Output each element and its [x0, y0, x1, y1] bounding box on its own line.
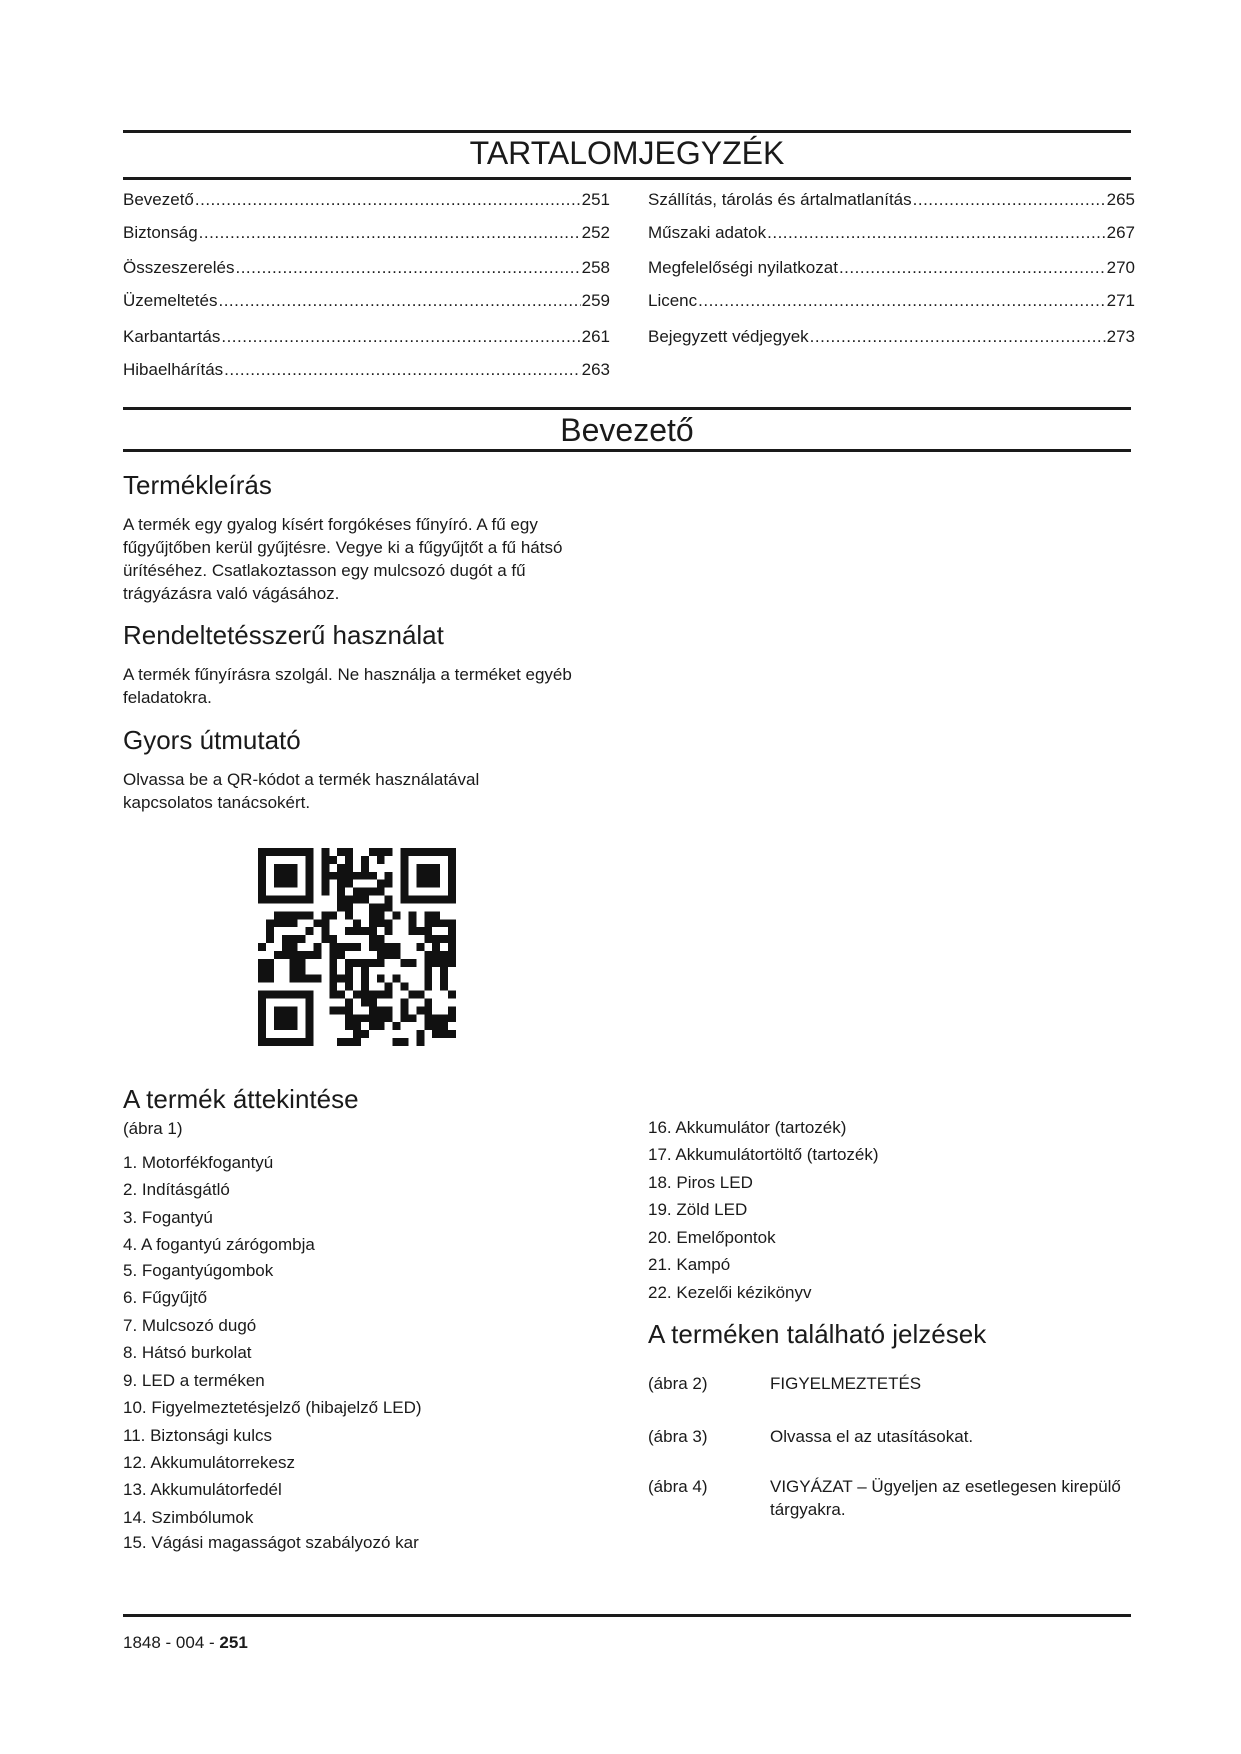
list-item: 14. Szimbólumok	[123, 1508, 254, 1527]
intro-title: Bevezető	[560, 412, 694, 448]
toc-entry[interactable]	[648, 258, 1135, 280]
symbols-heading: A terméken található jelzések	[648, 1319, 987, 1349]
list-item: 19. Zöld LED	[648, 1200, 748, 1219]
toc-entry[interactable]	[648, 223, 1135, 245]
toc-entry-name: Bejegyzett védjegyek	[648, 327, 809, 346]
toc-entry-name: Összeszerelés	[123, 258, 235, 277]
list-item: 7. Mulcsozó dugó	[123, 1316, 257, 1335]
list-item: 6. Fűgyűjtő	[123, 1288, 208, 1307]
toc-entry[interactable]	[123, 327, 610, 349]
list-item: 5. Fogantyúgombok	[123, 1261, 274, 1280]
toc-entry-page: 270	[1106, 258, 1135, 277]
toc-entry-page: 267	[1106, 223, 1135, 242]
symbol-description: Olvassa el az utasításokat.	[770, 1427, 974, 1446]
list-item: 20. Emelőpontok	[648, 1228, 776, 1247]
list-item: 8. Hátsó burkolat	[123, 1343, 252, 1362]
toc-entry-page: 261	[581, 327, 610, 346]
list-item: 4. A fogantyú zárógombja	[123, 1235, 315, 1254]
list-item: 21. Kampó	[648, 1255, 731, 1274]
toc-entry[interactable]	[648, 190, 1135, 212]
toc-entry-name: Üzemeltetés	[123, 291, 218, 310]
toc-entry[interactable]	[123, 258, 610, 280]
quick-guide-text: Olvassa be a QR-kódot a termék használatával kapcsolatos tanácsokért.	[123, 770, 480, 812]
list-item: 11. Biztonsági kulcs	[123, 1426, 272, 1445]
toc-entry-name: Megfelelőségi nyilatkozat	[648, 258, 838, 277]
toc-entry-name: Szállítás, tárolás és ártalmatlanítás	[648, 190, 912, 209]
symbol-figure-ref: (ábra 2)	[648, 1374, 708, 1393]
toc-entry[interactable]	[648, 291, 1135, 313]
toc-title: TARTALOMJEGYZÉK	[469, 135, 785, 171]
toc-entry-name: Biztonság	[123, 223, 198, 242]
product-description-text: A termék egy gyalog kísért forgókéses fűnyíró. A fű egy fűgyűjtőben kerül gyűjtésre. Vegye ki a fűgyűjtőt a fű hátsó ürítéséhez. Csatlakoztasson egy mulcsozó dugót a fű trágyázásra való vágásához.	[123, 515, 563, 603]
product-description-heading: Termékleírás	[123, 470, 272, 500]
list-item: 2. Indításgátló	[123, 1180, 230, 1199]
toc-entry-name: Műszaki adatok	[648, 223, 767, 242]
qr-code[interactable]	[258, 848, 456, 1046]
symbol-figure-ref: (ábra 4)	[648, 1477, 708, 1496]
footer-page-number: 251	[219, 1633, 248, 1652]
toc-bottom-rule	[123, 177, 1131, 180]
toc-entry[interactable]	[123, 291, 610, 313]
symbol-description: VIGYÁZAT – Ügyeljen az esetlegesen kirepülő tárgyakra.	[770, 1477, 1121, 1519]
toc-entry[interactable]	[123, 360, 610, 382]
footer	[123, 1633, 248, 1653]
list-item: 18. Piros LED	[648, 1173, 753, 1192]
list-item: 12. Akkumulátorrekesz	[123, 1453, 295, 1472]
intro-bottom-rule	[123, 449, 1131, 452]
overview-figure-ref: (ábra 1)	[123, 1119, 183, 1138]
symbol-figure-ref: (ábra 3)	[648, 1427, 708, 1446]
list-item: 1. Motorfékfogantyú	[123, 1153, 274, 1172]
toc-top-rule	[123, 130, 1131, 133]
footer-doc-code: 1848 - 004 -	[123, 1633, 220, 1652]
toc-entry-name: Karbantartás	[123, 327, 221, 346]
quick-guide-heading: Gyors útmutató	[123, 725, 301, 755]
toc-entry-page: 251	[581, 190, 610, 209]
toc-entry-name: Licenc	[648, 291, 698, 310]
toc-entry-name: Bevezető	[123, 190, 194, 209]
list-item: 13. Akkumulátorfedél	[123, 1480, 282, 1499]
list-item: 3. Fogantyú	[123, 1208, 213, 1227]
list-item: 22. Kezelői kézikönyv	[648, 1283, 812, 1302]
toc-entry-page: 258	[581, 258, 610, 277]
toc-entry-page: 259	[581, 291, 610, 310]
overview-heading: A termék áttekintése	[123, 1084, 359, 1114]
toc-entry-page: 263	[581, 360, 610, 379]
intended-use-text: A termék fűnyírásra szolgál. Ne használja a terméket egyéb feladatokra.	[123, 665, 572, 707]
toc-entry-page: 252	[581, 223, 610, 242]
list-item: 16. Akkumulátor (tartozék)	[648, 1118, 847, 1137]
intended-use-heading: Rendeltetésszerű használat	[123, 620, 444, 650]
toc-entry-page: 271	[1106, 291, 1135, 310]
symbol-description: FIGYELMEZTETÉS	[770, 1374, 922, 1393]
toc-entry[interactable]	[648, 327, 1135, 349]
toc-entry-page: 273	[1106, 327, 1135, 346]
toc-entry[interactable]	[123, 190, 610, 212]
list-item: 15. Vágási magasságot szabályozó kar	[123, 1533, 419, 1552]
toc-entry-page: 265	[1106, 190, 1135, 209]
intro-top-rule	[123, 407, 1131, 410]
toc-entry[interactable]	[123, 223, 610, 245]
toc-entry-name: Hibaelhárítás	[123, 360, 224, 379]
list-item: 10. Figyelmeztetésjelző (hibajelző LED)	[123, 1398, 422, 1417]
footer-rule	[123, 1614, 1131, 1617]
list-item: 17. Akkumulátortöltő (tartozék)	[648, 1145, 879, 1164]
list-item: 9. LED a terméken	[123, 1371, 265, 1390]
